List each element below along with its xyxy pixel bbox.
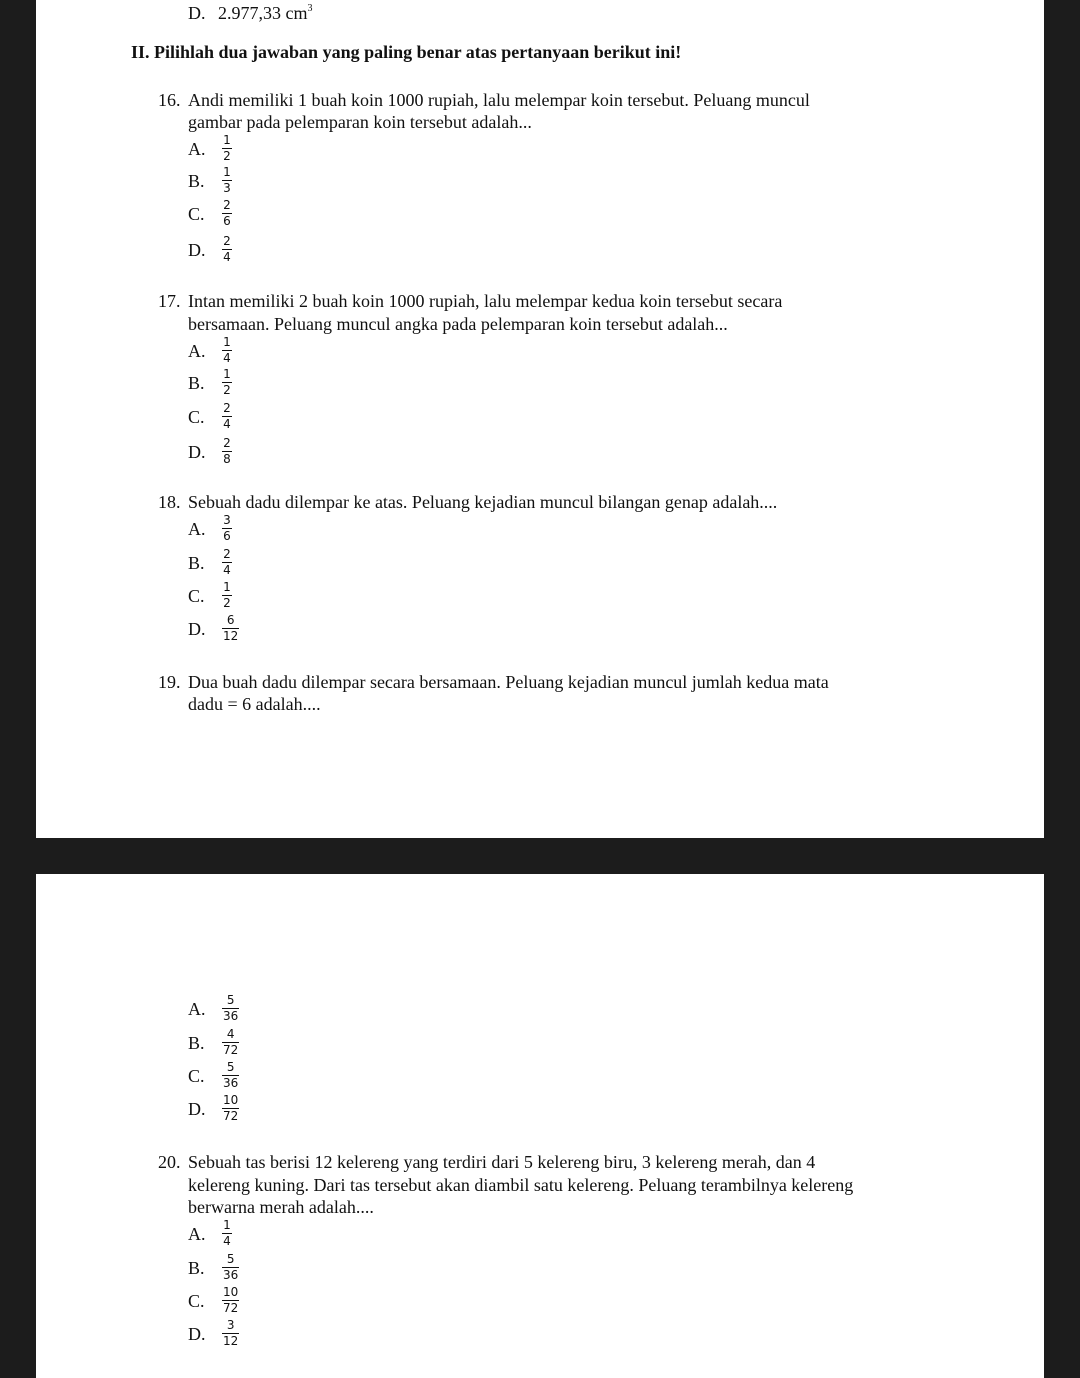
question-17-line-1: Intan memiliki 2 buah koin 1000 rupiah, lalu melempar kedua koin tersebut secara [188, 291, 783, 311]
denominator: 4 [223, 351, 231, 365]
fraction [222, 336, 232, 365]
numerator: 2 [223, 401, 231, 415]
fraction [222, 1253, 239, 1282]
numerator: 5 [226, 1060, 235, 1074]
numerator: 1 [223, 133, 231, 147]
denominator: 72 [223, 1043, 239, 1057]
option-letter: B. [188, 373, 205, 393]
denominator: 36 [223, 1009, 239, 1023]
denominator: 72 [223, 1109, 239, 1123]
option-letter: A. [188, 341, 206, 361]
question-20-line-2: kelereng kuning. Dari tas tersebut akan diambil satu kelereng. Peluang terambilnya kelereng [188, 1175, 854, 1195]
option-letter: C. [188, 407, 205, 427]
question-17-number: 17. [158, 291, 181, 311]
option-letter: C. [188, 586, 205, 606]
question-20-line-3: berwarna merah adalah.... [188, 1197, 374, 1217]
question-20-number: 20. [158, 1152, 181, 1172]
question-16-number: 16. [158, 90, 181, 110]
option-letter: D. [188, 619, 206, 639]
question-17-line-2: bersamaan. Peluang muncul angka pada pelemparan koin tersebut adalah... [188, 314, 728, 334]
option-letter: D. [188, 1099, 206, 1119]
denominator: 72 [223, 1301, 239, 1315]
option-letter: B. [188, 171, 205, 191]
superscript: 3 [307, 3, 313, 14]
numerator: 3 [223, 513, 231, 527]
fraction [222, 1319, 239, 1348]
fraction [222, 1286, 239, 1315]
fraction [222, 1219, 232, 1248]
numerator: 2 [223, 198, 231, 212]
option-letter: A. [188, 139, 206, 159]
option-letter: D. [188, 442, 206, 462]
denominator: 12 [223, 629, 239, 643]
option-letter: A. [188, 519, 206, 539]
question-19-number: 19. [158, 672, 181, 692]
option-letter: D. [188, 3, 206, 23]
numerator: 5 [226, 1252, 235, 1266]
fraction [222, 514, 232, 543]
option-letter: B. [188, 553, 205, 573]
fraction [222, 134, 232, 163]
fraction [222, 1061, 239, 1090]
numerator: 2 [223, 234, 231, 248]
numerator: 1 [223, 165, 231, 179]
option-letter: C. [188, 204, 205, 224]
previous-option-d [188, 0, 313, 24]
fraction [222, 614, 239, 643]
denominator: 8 [223, 452, 231, 466]
numerator: 10 [223, 1093, 239, 1107]
denominator: 36 [223, 1076, 239, 1090]
question-19-line-1: Dua buah dadu dilempar secara bersamaan. Peluang kejadian muncul jumlah kedua mata [188, 672, 829, 692]
denominator: 2 [223, 149, 231, 163]
option-letter: C. [188, 1066, 205, 1086]
numerator: 1 [223, 1218, 231, 1232]
numerator: 1 [223, 367, 231, 381]
question-18-line-1: Sebuah dadu dilempar ke atas. Peluang kejadian muncul bilangan genap adalah.... [188, 492, 778, 512]
question-19-line-2: dadu = 6 adalah.... [188, 694, 321, 714]
numerator: 5 [226, 993, 235, 1007]
denominator: 4 [223, 563, 231, 577]
denominator: 4 [223, 250, 231, 264]
fraction [222, 1094, 239, 1123]
fraction [222, 402, 232, 431]
question-16-line-1: Andi memiliki 1 buah koin 1000 rupiah, lalu melempar koin tersebut. Peluang muncul [188, 90, 810, 110]
fraction [222, 199, 232, 228]
fraction [222, 1028, 239, 1057]
numerator: 4 [226, 1027, 235, 1041]
fraction [222, 994, 239, 1023]
document-page-2 [36, 874, 1044, 1378]
question-16-line-2: gambar pada pelemparan koin tersebut adalah... [188, 112, 532, 132]
fraction [222, 166, 232, 195]
numerator: 10 [223, 1285, 239, 1299]
fraction [222, 581, 232, 610]
option-letter: A. [188, 999, 206, 1019]
option-value: 2.977,33 cm [218, 3, 308, 23]
fraction [222, 548, 232, 577]
numerator: 3 [226, 1318, 235, 1332]
numerator: 2 [223, 547, 231, 561]
fraction [222, 437, 232, 466]
denominator: 3 [223, 181, 231, 195]
question-20-line-1: Sebuah tas berisi 12 kelereng yang terdiri dari 5 kelereng biru, 3 kelereng merah, dan 4 [188, 1152, 816, 1172]
denominator: 2 [223, 383, 231, 397]
option-letter: D. [188, 1324, 206, 1344]
denominator: 2 [223, 596, 231, 610]
option-letter: B. [188, 1033, 205, 1053]
numerator: 6 [226, 613, 235, 627]
fraction [222, 368, 232, 397]
option-letter: A. [188, 1224, 206, 1244]
option-letter: C. [188, 1291, 205, 1311]
denominator: 4 [223, 1234, 231, 1248]
option-letter: D. [188, 240, 206, 260]
section-title: II. Pilihlah dua jawaban yang paling benar atas pertanyaan berikut ini! [131, 42, 682, 62]
document-page-1 [36, 0, 1044, 838]
numerator: 1 [223, 580, 231, 594]
option-letter: B. [188, 1258, 205, 1278]
denominator: 36 [223, 1268, 239, 1282]
denominator: 12 [223, 1334, 239, 1348]
question-18-number: 18. [158, 492, 181, 512]
denominator: 4 [223, 417, 231, 431]
numerator: 1 [223, 335, 231, 349]
denominator: 6 [223, 214, 231, 228]
fraction [222, 235, 232, 264]
numerator: 2 [223, 436, 231, 450]
denominator: 6 [223, 529, 231, 543]
